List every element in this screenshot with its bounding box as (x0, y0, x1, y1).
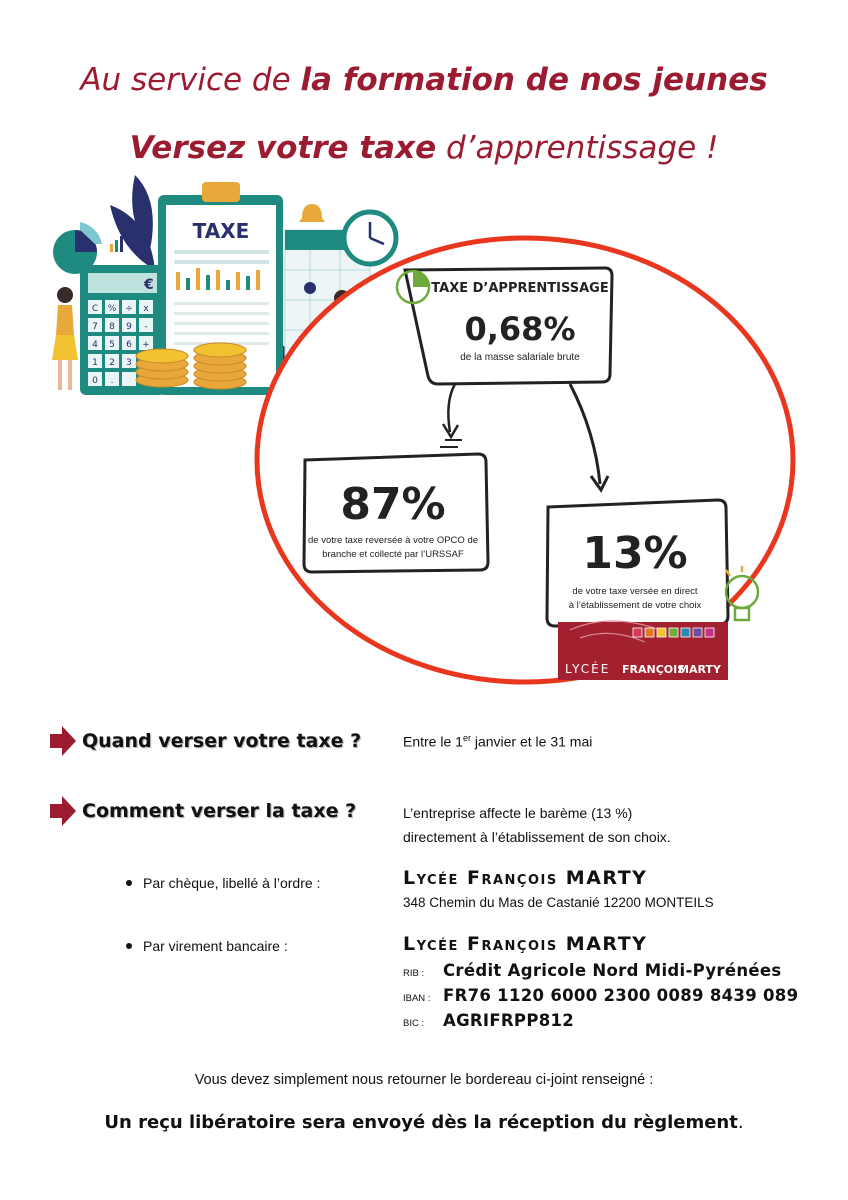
arrow-right-icon (48, 724, 78, 758)
cheque-address: 348 Chemin du Mas de Castanié 12200 MONTEILS (403, 895, 714, 910)
top-box (397, 268, 612, 384)
transfer-payee: Lycée François MARTY (403, 933, 648, 955)
calculator-key-label: C (91, 304, 99, 314)
calculator-key-label: x (143, 304, 149, 314)
bullet-icon (126, 880, 132, 886)
calculator-key-label: 4 (92, 340, 98, 350)
logo-word-francois: FRANÇOIS (622, 663, 686, 676)
answer-how-1: L’entreprise affecte le barème (13 %) (403, 805, 633, 821)
transfer-item (126, 938, 288, 954)
question-when-label: Quand verser votre taxe ? (82, 730, 362, 752)
headline-1 (0, 62, 848, 98)
logo-color-square (669, 628, 678, 637)
iban-row (403, 986, 798, 1005)
euro-symbol: € (144, 277, 154, 293)
calculator-key-label: 8 (109, 322, 115, 332)
calculator-key-label: 1 (92, 358, 98, 368)
calculator-key-label: 7 (92, 322, 98, 332)
logo-word-marty: MARTY (678, 663, 721, 676)
answer-when-post: janvier et le 31 mai (470, 733, 593, 750)
right-value: 13% (582, 528, 688, 579)
calculator-key-label: 6 (126, 340, 132, 350)
question-how (48, 794, 356, 828)
calculator-key-label: 5 (109, 340, 115, 350)
left-caption-2: branche et collecté par l’URSSAF (322, 549, 464, 560)
logo-color-square (681, 628, 690, 637)
left-caption-1: de votre taxe reversée à votre OPCO de (307, 535, 479, 546)
taxe-label: TAXE (192, 219, 250, 243)
bic-row (403, 1011, 574, 1030)
answer-when (403, 733, 592, 750)
rib-row (403, 961, 781, 980)
cheque-label: Par chèque, libellé à l’ordre : (143, 875, 321, 891)
lycee-logo (558, 621, 728, 680)
calculator-key-label: ÷ (125, 304, 133, 314)
footer-receipt (0, 1112, 848, 1133)
transfer-label: Par virement bancaire : (143, 938, 288, 954)
woman-figure (52, 287, 78, 390)
logo-color-square (645, 628, 654, 637)
answer-when-sup: er (462, 733, 471, 743)
logo-color-square (705, 628, 714, 637)
footer-instruction: Vous devez simplement nous retourner le bordereau ci-joint renseigné : (194, 1072, 654, 1088)
calculator-key-label: 9 (126, 322, 132, 332)
calculator-key-label: . (110, 376, 114, 386)
calculator-key-label: % (107, 304, 117, 314)
iban-value: FR76 1120 6000 2300 0089 8439 089 (443, 986, 799, 1005)
answer-how-2: directement à l’établissement de son choix. (403, 829, 671, 845)
top-value: 0,68% (464, 310, 576, 348)
headline-2-emphasis: Versez votre taxe (129, 130, 437, 166)
logo-color-square (657, 628, 666, 637)
calculator-key-label: 2 (109, 358, 115, 368)
answer-when-pre: Entre le 1 (403, 733, 463, 750)
rib-key: RIB : (403, 968, 425, 979)
headline-1-prefix: Au service de (80, 62, 301, 98)
calculator-key-label: 0 (92, 376, 98, 386)
arrow-right-icon (48, 794, 78, 828)
bell-icon (299, 204, 325, 222)
top-title: TAXE D’APPRENTISSAGE (431, 281, 609, 296)
calculator-key-label: + (142, 340, 150, 350)
question-how-label: Comment verser la taxe ? (82, 800, 357, 822)
headline-2-suffix: d’apprentissage ! (436, 130, 719, 166)
right-caption-1: de votre taxe versée en direct (572, 586, 698, 597)
calculator-key-label: 3 (126, 358, 132, 368)
calculator-key-label: - (144, 322, 148, 332)
footer-receipt-text: Un reçu libératoire sera envoyé dès la réception du règlement (104, 1112, 738, 1133)
left-value: 87% (340, 479, 446, 530)
iban-key: IBAN : (403, 993, 431, 1004)
cheque-payee: Lycée François MARTY (403, 867, 648, 889)
question-when (48, 724, 361, 758)
calculator-key (122, 372, 136, 386)
left-box (304, 454, 488, 572)
bullet-icon (126, 943, 132, 949)
right-caption-2: à l’établissement de votre choix (568, 600, 702, 611)
bic-value: AGRIFRPP812 (443, 1011, 575, 1030)
logo-color-square (693, 628, 702, 637)
logo-word-lycee: LYCÉE (565, 662, 611, 676)
cheque-item (126, 875, 320, 891)
top-caption: de la masse salariale brute (460, 352, 580, 363)
headline-1-emphasis: la formation de nos jeunes (300, 62, 768, 98)
logo-color-square (633, 628, 642, 637)
footer-receipt-period: . (737, 1112, 744, 1133)
tax-split-diagram (250, 232, 800, 687)
right-box (547, 500, 728, 626)
bic-key: BIC : (403, 1018, 425, 1029)
rib-value: Crédit Agricole Nord Midi-Pyrénées (443, 961, 782, 980)
